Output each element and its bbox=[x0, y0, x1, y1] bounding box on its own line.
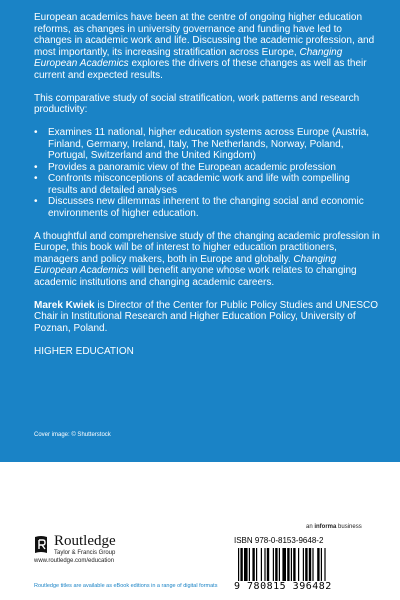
author-name: Marek Kwiek bbox=[34, 299, 95, 311]
intro-book-title: Changing European Academics bbox=[34, 46, 343, 69]
informa-note bbox=[306, 524, 362, 530]
list-item bbox=[34, 173, 382, 196]
list-item-text: Confronts misconceptions of academic work and life with compelling results and detailed analyses bbox=[48, 173, 350, 196]
informa-suffix: business bbox=[336, 524, 362, 530]
list-item bbox=[34, 127, 382, 162]
intro-text-b: explores the drivers of these changes as well as their current and expected results. bbox=[34, 58, 367, 81]
audience-paragraph bbox=[34, 231, 382, 289]
bullet-icon: • bbox=[34, 173, 38, 184]
barcode-block bbox=[234, 524, 370, 594]
isbn-label: ISBN 978-0-8153-9648-2 bbox=[234, 534, 370, 548]
informa-prefix: an bbox=[306, 524, 315, 530]
ebook-note: Routledge titles are available as eBook editions in a range of digital formats bbox=[34, 583, 218, 589]
barcode-digits: 9 780815 396482 bbox=[234, 581, 332, 592]
routledge-logo-icon bbox=[34, 535, 48, 555]
publisher-url: www.routledge.com/education bbox=[34, 558, 115, 564]
list-item-text: Discusses new dilemmas inherent to the changing social and economic environments of higher education. bbox=[48, 196, 364, 219]
audience-text-b: will benefit anyone whose work relates to changing academic institutions and changing academic careers. bbox=[34, 265, 357, 288]
bullet-icon: • bbox=[34, 127, 38, 138]
author-bio: is Director of the Center for Public Policy Studies and UNESCO Chair in Institutional Research and Higher Education Policy, University of Poznan, Poland. bbox=[34, 299, 379, 334]
blurb-text bbox=[34, 12, 382, 369]
list-item bbox=[34, 162, 382, 174]
barcode-image bbox=[234, 548, 370, 581]
publisher-group: Taylor & Francis Group bbox=[54, 550, 116, 556]
intro-text-a: European academics have been at the centre of ongoing higher education reforms, as changes in university governance and funding have led to changes in academic work and life. Discussing the academic profession, and most importantly, its increasing stratification across Europe, bbox=[34, 12, 375, 58]
list-item bbox=[34, 196, 382, 219]
subject-label: HIGHER EDUCATION bbox=[34, 345, 134, 357]
audience-text-a: A thoughtful and comprehensive study of the changing academic profession in Europe, this book will be of interest to higher education practitioners, managers and policy makers, both in Europe and globally. bbox=[34, 230, 380, 265]
publisher-brand: Routledge bbox=[54, 533, 116, 549]
bullet-icon: • bbox=[34, 196, 38, 207]
feature-list bbox=[34, 127, 382, 219]
author-paragraph bbox=[34, 300, 382, 335]
audience-book-title: Changing European Academics bbox=[34, 253, 337, 276]
informa-bold: informa bbox=[314, 524, 337, 530]
study-paragraph: This comparative study of social stratification, work patterns and research productivity: bbox=[34, 92, 360, 115]
routledge-logo bbox=[34, 534, 116, 556]
cover-credit: Cover image: © Shutterstock bbox=[34, 432, 111, 438]
bullet-icon: • bbox=[34, 161, 38, 173]
intro-paragraph bbox=[34, 12, 382, 81]
list-item-text: Provides a panoramic view of the European academic profession bbox=[48, 161, 336, 173]
list-item-text: Examines 11 national, higher education systems across Europe (Austria, Finland, Germany, Ireland, Italy, The Netherlands, Norway, Poland, Portugal, Switzerland and the United Kingdom) bbox=[48, 127, 370, 161]
